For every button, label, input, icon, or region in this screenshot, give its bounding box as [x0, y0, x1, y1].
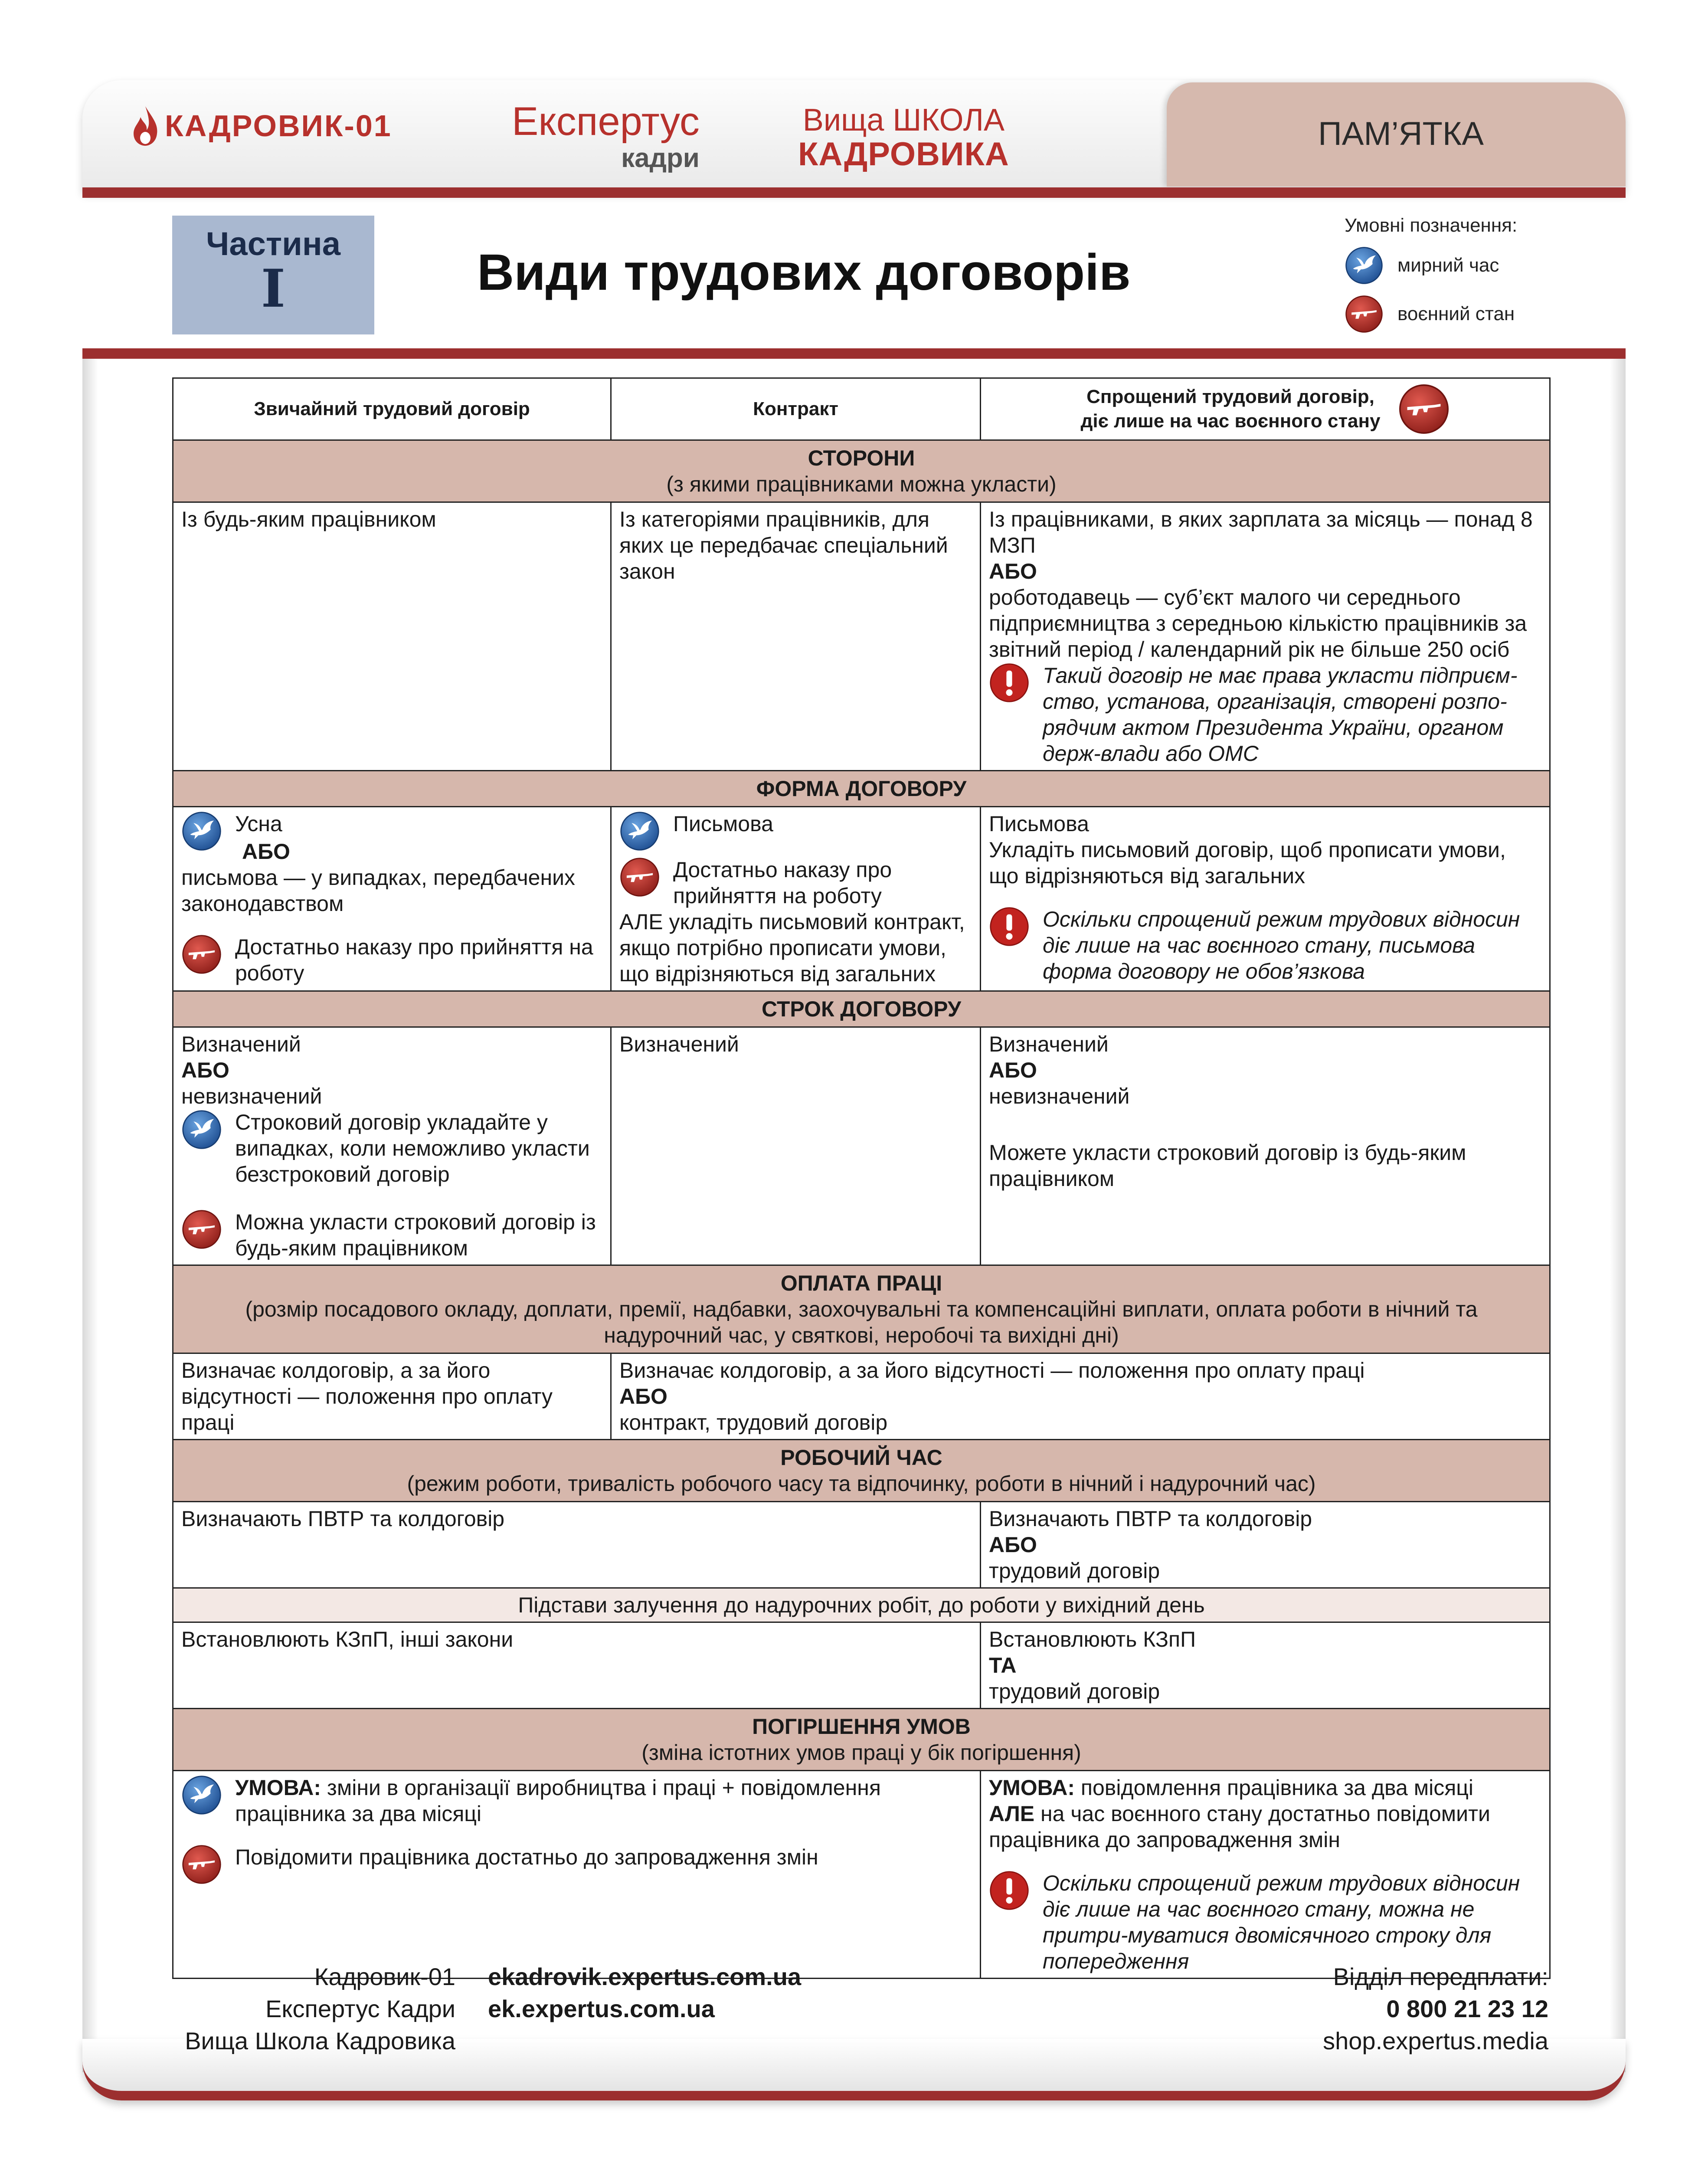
frame-right-edge	[1610, 359, 1626, 2072]
section-row-form	[173, 771, 1550, 807]
warning-icon	[989, 906, 1030, 947]
section-row-pay	[173, 1265, 1550, 1353]
or-label: АБО	[989, 1058, 1037, 1082]
section-header	[173, 1440, 1550, 1502]
section-title: СТРОК ДОГОВОРУ	[761, 997, 962, 1021]
table-row	[173, 1622, 1550, 1709]
logo-expertus-line1: Експертус	[512, 99, 700, 144]
cell-text: Із категоріями працівників, для яких це передбачає спеціальний закон	[619, 507, 948, 583]
rifle-icon	[1345, 295, 1384, 334]
cell-regular-contract	[173, 1771, 981, 1979]
cell-regular	[173, 807, 611, 991]
shop-link[interactable]: shop.expertus.media	[1323, 2027, 1548, 2054]
and-label: ТА	[989, 1653, 1017, 1678]
cell-simplified	[981, 1027, 1550, 1265]
page-title: Види трудових договорів	[477, 244, 1131, 301]
cell-text: повідомлення працівника за два місяці	[1075, 1776, 1474, 1800]
cell-text: на час воєнного стану достатньо повідомити працівника до запровадження змін	[989, 1802, 1490, 1852]
logo-kadrovyk	[130, 104, 392, 147]
cell-text: Укладіть письмовий договір, щоб прописати умови, що відрізняються від загальних	[989, 838, 1506, 888]
section-row-worktime	[173, 1440, 1550, 1502]
cell-simplified	[981, 502, 1550, 771]
warning-text: Такий договір не має права укласти підприєм-ство, установа, організація, створені розпо-рядчим актом Президента України, органом держ-влади або ОМС	[1043, 663, 1518, 766]
logo-expertus-line2: кадри	[621, 143, 700, 173]
or-label: АБО	[242, 839, 290, 864]
section-header	[173, 771, 1550, 807]
cell-text: Письмова	[673, 812, 773, 836]
cell-simplified	[981, 1771, 1550, 1979]
warning-icon	[989, 662, 1030, 703]
legend-peace-label: мирний час	[1397, 255, 1499, 276]
section-title: СТОРОНИ	[808, 446, 915, 470]
footer-subscription	[1171, 1961, 1548, 2057]
section-subtitle: (розмір посадового окладу, доплати, премії, надбавки, заохочувальні та компенсаційні виплати, оплата роботи в нічний та надурочний час, у святкові, неробочі та вихідні дні)	[245, 1297, 1478, 1347]
cell-text: Можна укласти строковий договір із будь-яким працівником	[235, 1210, 596, 1260]
cell-regular	[173, 1353, 611, 1440]
cell-text: невизначений	[989, 1084, 1130, 1108]
rifle-icon	[181, 1844, 222, 1885]
legend	[1345, 215, 1517, 334]
cell-text: трудовий договір	[989, 1679, 1160, 1704]
part-badge	[172, 216, 374, 334]
footer-site-link[interactable]: ek.expertus.com.ua	[488, 1995, 715, 2022]
table-row	[173, 1027, 1550, 1265]
cell-contract	[611, 502, 981, 771]
cell-text: Усна	[235, 812, 282, 836]
logo-kadrovyk-text: КАДРОВИК-01	[165, 109, 392, 143]
cell-text: Достатньо наказу про прийняття на роботу	[673, 858, 892, 908]
section-header	[173, 1709, 1550, 1771]
cell-contract-simplified	[611, 1353, 1550, 1440]
subscription-title: Відділ передплати:	[1333, 1963, 1548, 1990]
section-subtitle: (з якими працівниками можна укласти)	[666, 472, 1057, 496]
cell-text: контракт, трудовий договір	[619, 1410, 888, 1435]
cell-text: зміни в організації виробництва і праці + повідомлення працівника за два місяці	[235, 1776, 881, 1826]
cell-regular	[173, 502, 611, 771]
table-row	[173, 1353, 1550, 1440]
logo-school	[798, 103, 1009, 172]
section-title: ФОРМА ДОГОВОРУ	[756, 777, 967, 801]
section-row-worsening	[173, 1709, 1550, 1771]
subscription-phone[interactable]: 0 800 21 23 12	[1386, 1995, 1548, 2022]
cell-text: Визначає колдоговір, а за його відсутності — положення про оплату праці	[181, 1358, 553, 1435]
or-label: АБО	[619, 1384, 667, 1409]
cell-text: Визначений	[989, 1032, 1109, 1056]
subsection-row	[173, 1588, 1550, 1622]
rifle-icon	[181, 934, 222, 975]
section-subtitle: (зміна істотних умов праці у бік погіршення)	[641, 1740, 1081, 1765]
section-title: РОБОЧИЙ ЧАС	[780, 1445, 942, 1470]
cell-simplified	[981, 1502, 1550, 1588]
cell-text: Визначають ПВТР та колдоговір	[989, 1507, 1312, 1531]
logo-school-line1: Вища ШКОЛА	[802, 103, 1005, 138]
cell-text: Визначають ПВТР та колдоговір	[181, 1507, 505, 1531]
cell-regular-contract	[173, 1502, 981, 1588]
or-label: АБО	[181, 1058, 229, 1082]
cell-text: Визначений	[181, 1032, 301, 1056]
cell-text: Можете укласти строковий договір із будь-яким працівником	[989, 1140, 1466, 1191]
cell-text: Достатньо наказу про прийняття на роботу	[235, 935, 593, 985]
column-header-regular: Звичайний трудовий договір	[173, 378, 611, 440]
logo-expertus	[512, 100, 700, 174]
cell-text: Визначає колдоговір, а за його відсутності — положення про оплату праці	[619, 1358, 1365, 1383]
cell-text: Визначений	[619, 1032, 739, 1056]
warning-text: Оскільки спрощений режим трудових відносин діє лише на час воєнного стану, письмова форма договору не обов’язкова	[1043, 907, 1520, 983]
cell-regular-contract	[173, 1622, 981, 1709]
flame-icon	[130, 104, 160, 147]
header-divider	[82, 187, 1626, 198]
cell-text: Встановлюють КЗпП, інші закони	[181, 1627, 514, 1651]
dove-icon	[1345, 246, 1384, 285]
section-title: ПОГІРШЕННЯ УМОВ	[752, 1714, 971, 1739]
section-row-term	[173, 991, 1550, 1027]
rifle-icon	[619, 857, 660, 898]
condition-label: УМОВА:	[989, 1776, 1075, 1800]
title-divider	[82, 348, 1626, 359]
legend-war-label: воєнний стан	[1397, 303, 1515, 324]
footer-site-link[interactable]: ekadrovik.expertus.com.ua	[488, 1963, 802, 1990]
subsection-header: Підстави залучення до надурочних робіт, до роботи у вихідний день	[173, 1588, 1550, 1622]
condition-label: УМОВА:	[235, 1776, 321, 1800]
cell-text: Строковий договір укладайте у випадках, коли неможливо укласти безстроковий договір	[235, 1110, 590, 1186]
cell-text: Із будь-яким працівником	[181, 507, 436, 531]
cell-simplified	[981, 807, 1550, 991]
part-label: Частина	[206, 226, 341, 262]
or-label: АБО	[989, 559, 1037, 583]
rifle-icon	[181, 1209, 222, 1250]
column-header-simplified-line1: Спрощений трудовий договір,	[1086, 386, 1374, 407]
cell-text: АЛЕ укладіть письмовий контракт, якщо потрібно прописати умови, що відрізняються від загальних	[619, 910, 965, 986]
legend-title: Умовні позначення:	[1345, 215, 1518, 236]
warning-text: Оскільки спрощений режим трудових відносин діє лише на час воєнного стану, можна не притри-муватися двомісячного строку для попередження	[1043, 1871, 1520, 1973]
table-row	[173, 1502, 1550, 1588]
frame-left-edge	[82, 359, 98, 2072]
section-header	[173, 440, 1550, 502]
cell-text: письмова — у випадках, передбачених законодавством	[181, 865, 576, 916]
footer-name: Експертус Кадри	[265, 1995, 455, 2022]
section-header	[173, 1265, 1550, 1353]
cell-text: трудовий договір	[989, 1559, 1160, 1583]
warning-icon	[989, 1870, 1030, 1911]
cell-contract	[611, 807, 981, 991]
but-label: АЛЕ	[989, 1802, 1035, 1826]
rifle-icon	[1398, 383, 1450, 435]
cell-text: невизначений	[181, 1084, 322, 1108]
footer-name: Кадровик-01	[314, 1963, 455, 1990]
table-row	[173, 502, 1550, 771]
section-row-parties	[173, 440, 1550, 502]
cell-regular	[173, 1027, 611, 1265]
section-header	[173, 991, 1550, 1027]
footer-sites	[488, 1961, 801, 2025]
cell-text: Повідомити працівника достатньо до запровадження змін	[235, 1845, 818, 1869]
cell-text: Із працівниками, в яких зарплата за місяць — понад 8 МЗП	[989, 507, 1533, 557]
column-header-simplified-line2: діє лише на час воєнного стану	[1080, 410, 1381, 432]
contracts-table	[172, 377, 1551, 1979]
or-label: АБО	[989, 1533, 1037, 1557]
column-header-simplified	[981, 378, 1550, 440]
dove-icon	[181, 1775, 222, 1815]
memo-tab-label: ПАМ’ЯТКА	[1318, 115, 1484, 152]
dove-icon	[181, 1109, 222, 1150]
dove-icon	[619, 811, 660, 852]
column-header-contract: Контракт	[611, 378, 981, 440]
section-subtitle: (режим роботи, тривалість робочого часу та відпочинку, роботи в нічний і надурочний час)	[407, 1471, 1316, 1496]
table-row	[173, 1771, 1550, 1979]
logo-school-line2: КАДРОВИКА	[798, 136, 1009, 173]
part-number: I	[261, 258, 286, 319]
cell-text: Письмова	[989, 812, 1089, 836]
section-title: ОПЛАТА ПРАЦІ	[780, 1271, 942, 1295]
cell-simplified	[981, 1622, 1550, 1709]
cell-text: Встановлюють КЗпП	[989, 1627, 1196, 1651]
table-row	[173, 807, 1550, 991]
table-header-row	[173, 378, 1550, 440]
dove-icon	[181, 811, 222, 852]
cell-text: роботодавець — суб’єкт малого чи середнього підприємництва з середньою кількістю працівників за звітний період / календарний рік не більше 250 осіб	[989, 585, 1527, 662]
cell-contract	[611, 1027, 981, 1265]
footer-names	[165, 1961, 455, 2057]
footer-name: Вища Школа Кадровика	[185, 2027, 455, 2054]
